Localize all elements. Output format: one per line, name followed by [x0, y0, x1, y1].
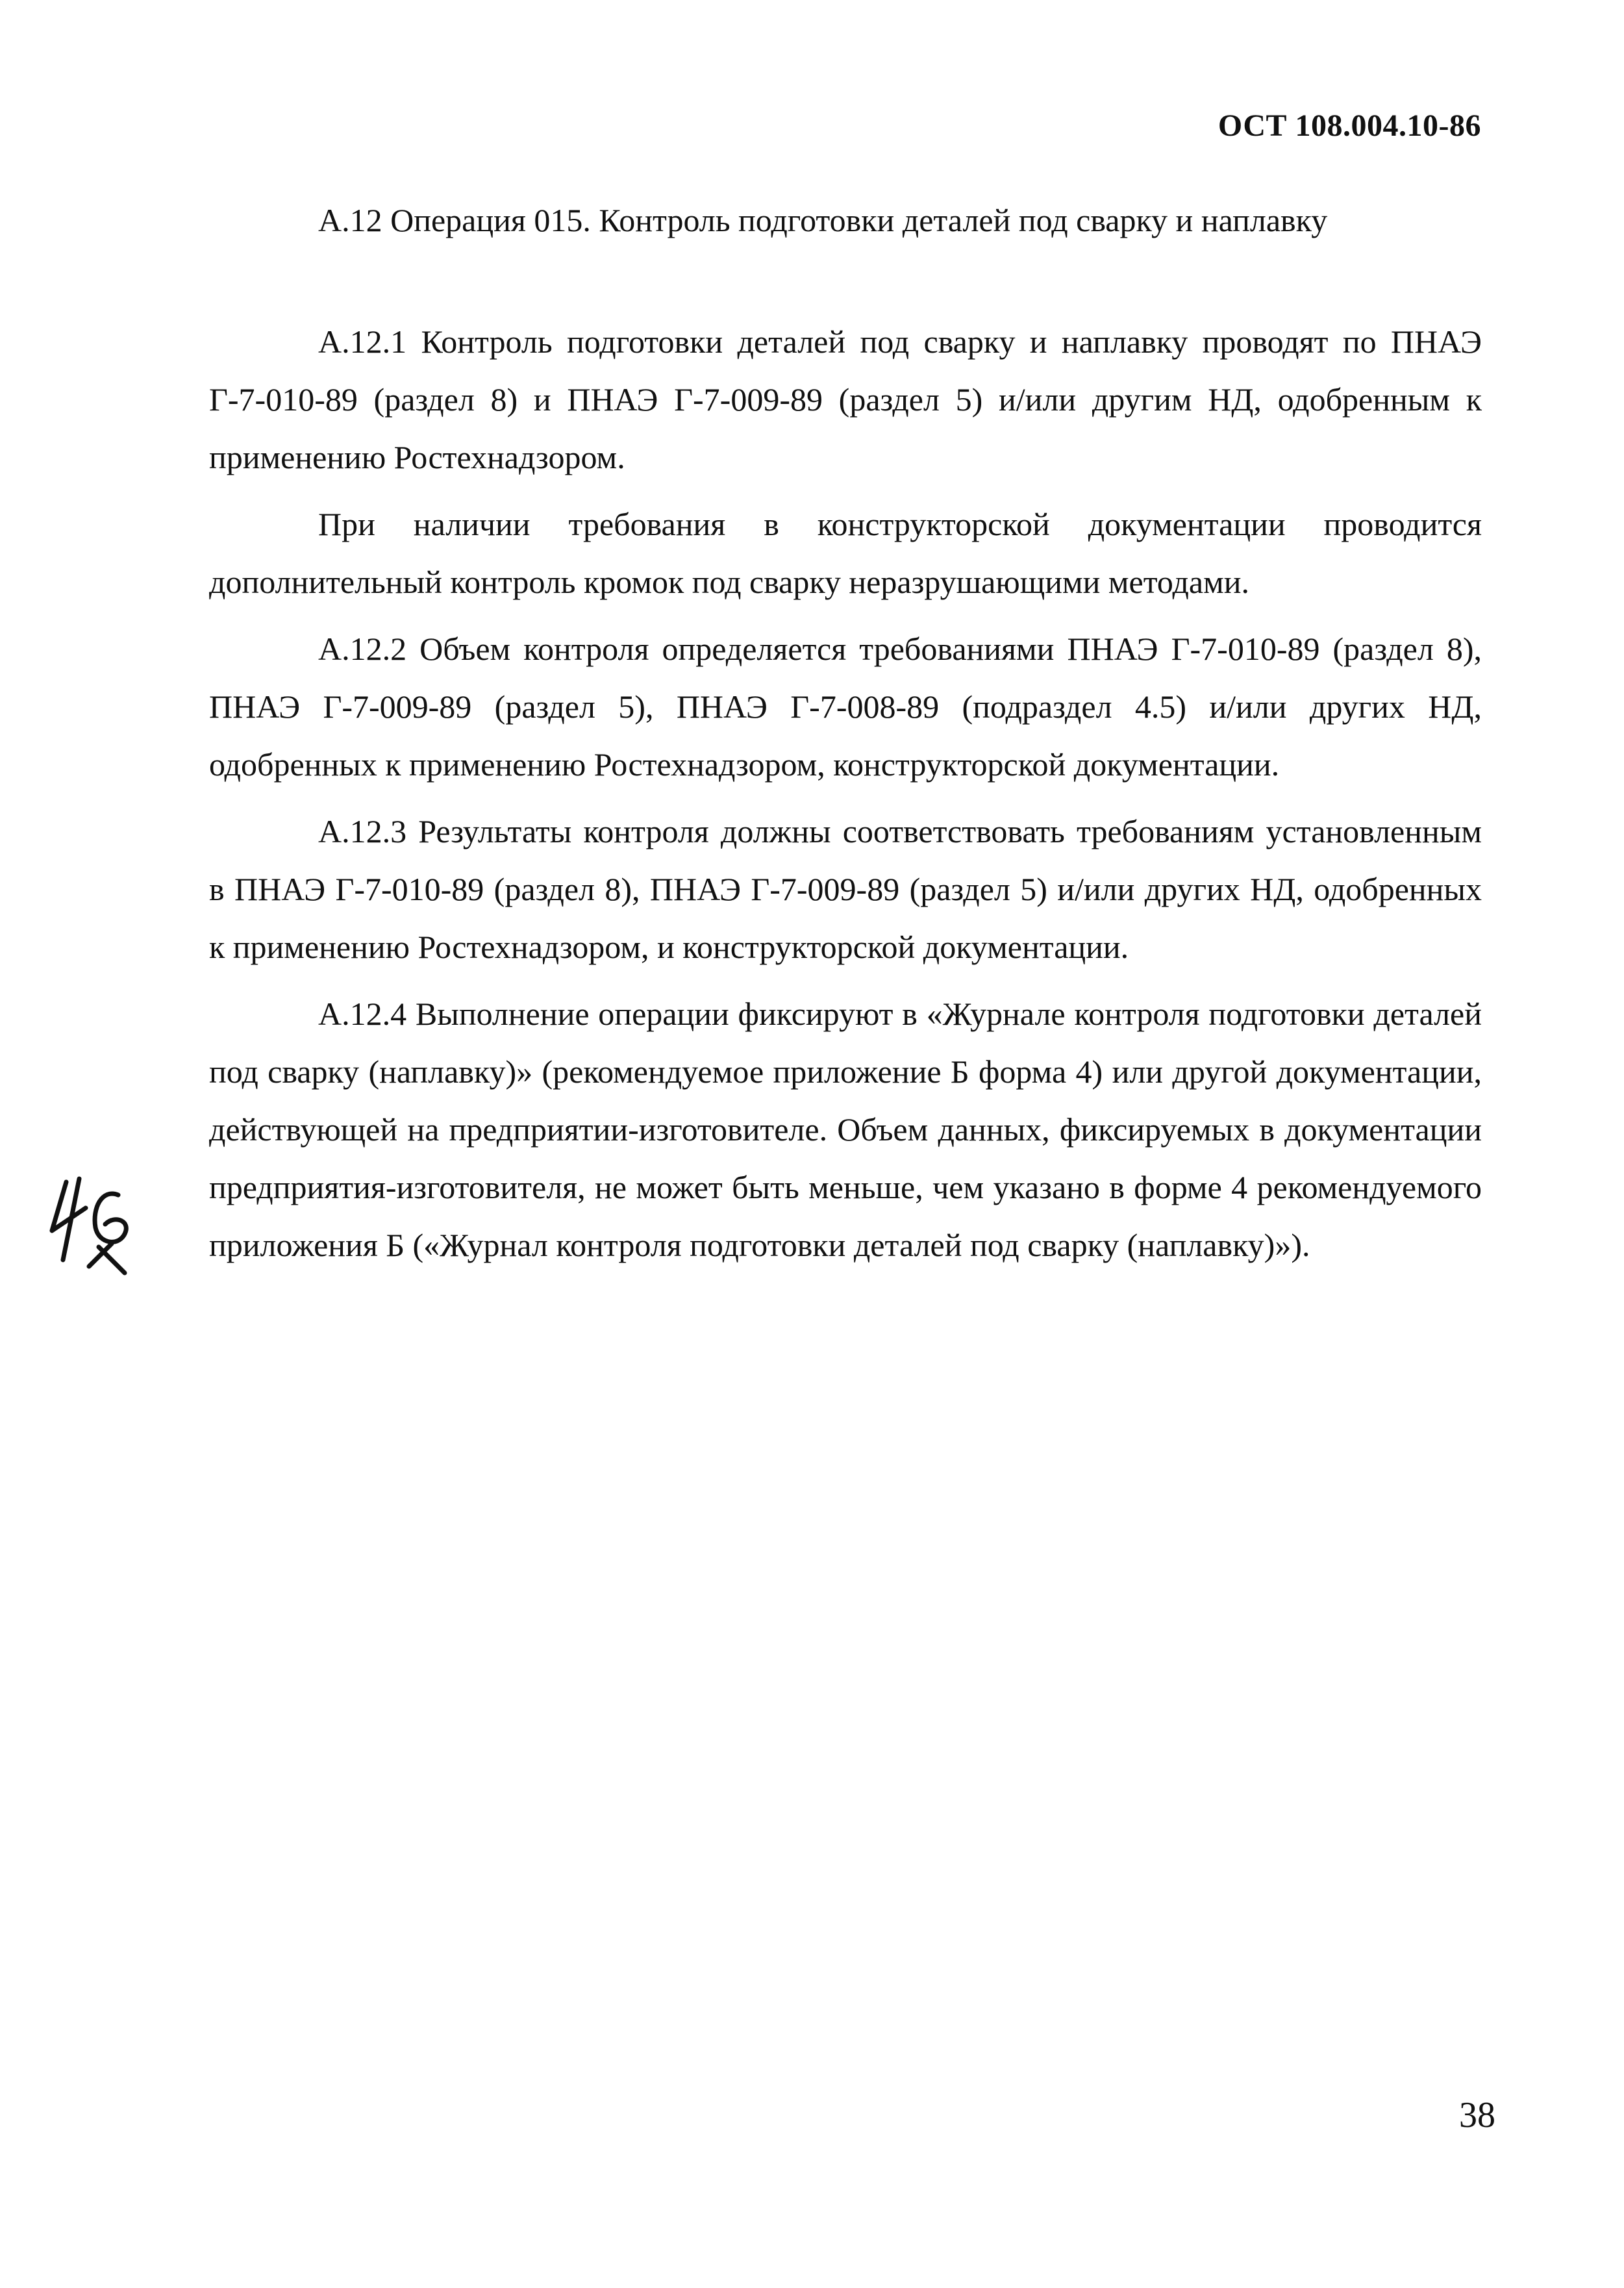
handwritten-page-mark: [40, 1169, 144, 1279]
page-number: 38: [1459, 2095, 1495, 2135]
document-code: ОСТ 108.004.10-86: [1218, 108, 1481, 143]
paragraph-a12-2: А.12.2 Объем контроля определяется требованиями ПНАЭ Г-7-010-89 (раздел 8), ПНАЭ Г-7-009-89 (раздел 5), ПНАЭ Г-7-008-89 (подраздел 4.5) и/или других НД, одобренных к применению Ростехнадзором, конструкторской документации.: [209, 631, 1482, 783]
document-body: [209, 313, 1482, 1283]
paragraph-additional-control: При наличии требования в конструкторской документации проводится дополнительный контроль кромок под сварку неразрушающими методами.: [209, 506, 1482, 600]
paragraph-a12-3: А.12.3 Результаты контроля должны соответствовать требованиям установленным в ПНАЭ Г-7-010-89 (раздел 8), ПНАЭ Г-7-009-89 (раздел 5) и/или других НД, одобренных к применению Ростехнадзором, и конструкторской документации.: [209, 813, 1482, 965]
section-heading: А.12 Операция 015. Контроль подготовки деталей под сварку и наплавку: [318, 202, 1328, 238]
paragraph-a12-1: А.12.1 Контроль подготовки деталей под сварку и наплавку проводят по ПНАЭ Г-7-010-89 (раздел 8) и ПНАЭ Г-7-009-89 (раздел 5) и/или другим НД, одобренным к применению Ростехнадзором.: [209, 323, 1482, 475]
paragraph-a12-4: А.12.4 Выполнение операции фиксируют в «Журнале контроля подготовки деталей под сварку (наплавку)» (рекомендуемое приложение Б форма 4) или другой документации, действующей на предприятии-изготовителе. Объем данных, фиксируемых в документации предприятия-изготовителя, не может быть меньше, чем указано в форме 4 рекомендуемого приложения Б («Журнал контроля подготовки деталей под сварку (наплавку)»).: [209, 996, 1482, 1263]
